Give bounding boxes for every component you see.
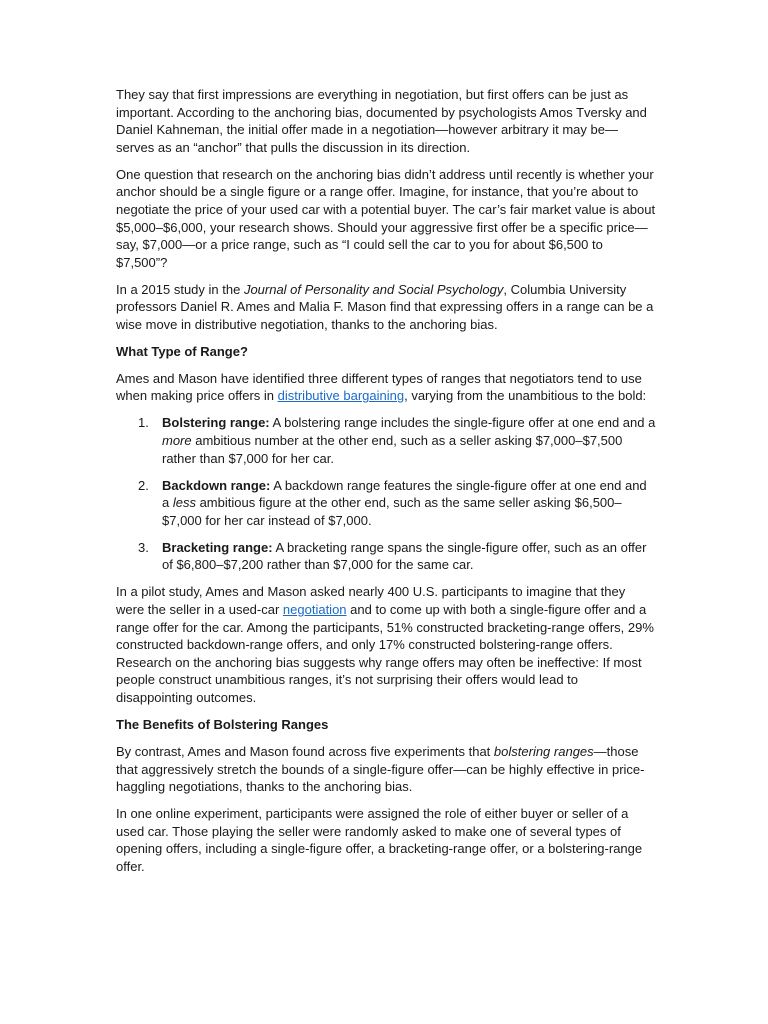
- section-heading-benefits: The Benefits of Bolstering Ranges: [116, 716, 329, 732]
- emphasis: more: [162, 433, 192, 449]
- text: A backdown range features the single-figure offer at one end and a: [162, 477, 647, 511]
- text: and to come up with both a single-figure offer and a range offer for the car. Among the participants, 51% constructed bracketing-range offers, 29% constructed backdown-range offers, and only 17% constructed bolstering-range offers. Research on the anchoring bias suggests why range offers may often be ineffective: If most people construct unambitious ranges, it’s not surprising their offers would lead to disappointing outcomes.: [116, 601, 654, 705]
- list-term: Bolstering range:: [162, 415, 270, 431]
- paragraph-intro: They say that first impressions are everything in negotiation, but first offers can be just as important. According to the anchoring bias, documented by psychologists Amos Tversky and Daniel Kahneman, the initial offer made in a negotiation—however arbitrary it may be—serves as an “anchor” that pulls the discussion in its direction.: [116, 87, 647, 155]
- distributive-bargaining-link[interactable]: distributive bargaining: [277, 388, 405, 404]
- paragraph-range-types: [116, 370, 656, 405]
- list-term: Bracketing range:: [162, 539, 273, 555]
- document-body: [116, 86, 656, 885]
- text: A bracketing range spans the single-figure offer, such as an offer of $6,800–$7,200 rather than $7,000 for the same car.: [162, 539, 647, 573]
- text: —those that aggressively stretch the bounds of a single-figure offer—can be highly effective in price-haggling negotiations, thanks to the anchoring bias.: [116, 743, 645, 795]
- text: ambitious figure at the other end, such as the same seller asking $6,500–$7,000 for her car instead of $7,000.: [162, 495, 622, 528]
- text: By contrast, Ames and Mason found across five experiments that: [116, 743, 494, 759]
- text: , varying from the unambitious to the bold:: [404, 388, 647, 404]
- paragraph-question: One question that research on the anchoring bias didn’t address until recently is whether your anchor should be a single figure or a range offer. Imagine, for instance, that you’re about to negotiate the price of your used car with a potential buyer. The car’s fair market value is about $5,000–$6,000, your research shows. Should your aggressive first offer be a specific price—say, $7,000—or a price range, such as “I could sell the car to you for about $6,500 to $7,500”?: [116, 166, 656, 270]
- text: In a pilot study, Ames and Mason asked nearly 400 U.S. participants to imagine that they were the seller in a used-car: [116, 584, 626, 617]
- list-number: 3.: [138, 539, 149, 555]
- emphasis: less: [172, 495, 196, 511]
- list-item: [116, 414, 656, 467]
- list-item: [116, 539, 656, 574]
- paragraph-study: [116, 281, 656, 334]
- list-number: 2.: [138, 477, 149, 493]
- section-heading-range-type: What Type of Range?: [116, 343, 248, 359]
- list-number: 1.: [138, 415, 149, 431]
- text: , Columbia University professors Daniel R. Ames and Malia F. Mason find that expressing offers in a range can be a wise move in distributive negotiation, thanks to the anchoring bias.: [116, 281, 654, 332]
- emphasis: bolstering ranges: [493, 743, 594, 759]
- list-term: Backdown range:: [162, 477, 271, 493]
- journal-title: Journal of Personality and Social Psychology: [243, 281, 504, 297]
- paragraph-bolstering: [116, 743, 656, 796]
- negotiation-link[interactable]: negotiation: [282, 601, 347, 617]
- paragraph-experiment: In one online experiment, participants were assigned the role of either buyer or seller of a used car. Those playing the seller were randomly asked to make one of several types of opening offers, including a single-figure offer, a bracketing-range offer, or a bolstering-range offer.: [116, 806, 643, 874]
- list-item: [116, 477, 656, 530]
- paragraph-pilot-study: [116, 583, 656, 706]
- text: A bolstering range includes the single-figure offer at one end and a: [269, 415, 656, 431]
- text: ambitious number at the other end, such as a seller asking $7,000–$7,500 rather than $7,000 for her car.: [162, 433, 623, 466]
- text: In a 2015 study in the: [116, 281, 244, 297]
- range-types-list: [116, 414, 656, 574]
- text: Ames and Mason have identified three different types of ranges that negotiators tend to use when making price offers in: [116, 370, 642, 404]
